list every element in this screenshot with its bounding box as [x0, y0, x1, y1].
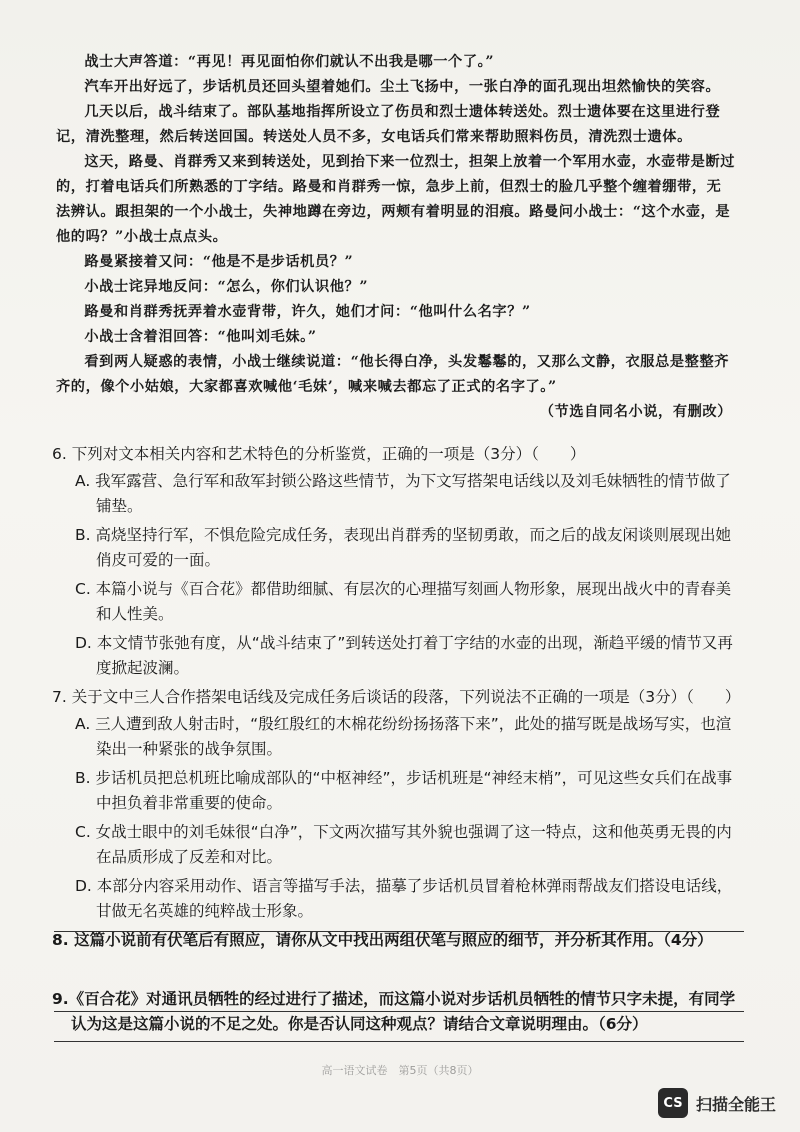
scanner-watermark [658, 1088, 776, 1118]
question-8: 8. 这篇小说前有伏笔后有照应，请你从文中找出两组伏笔与照应的细节，并分析其作用。（4分） [52, 931, 713, 949]
story-paragraph: 路曼和肖群秀抚弄着水壶背带，许久，她们才问：“他叫什么名字？” [84, 304, 531, 320]
story-excerpt [56, 50, 736, 425]
question-7 [52, 685, 742, 924]
question-6-option-a: A. 我军露营、急行军和敌军封锁公路这些情节，为下文写搭架电话线以及刘毛妹牺牲的情节做了铺垫。 [75, 472, 731, 515]
question-7-option-c: C. 女战士眼中的刘毛妹很“白净”，下文两次描写其外貌也强调了这一特点，这和他英勇无畏的内在品质形成了反差和对比。 [75, 823, 732, 866]
page-footer: 高一语文试卷 第5页（共8页） [321, 1064, 479, 1076]
story-paragraph: 路曼紧接着又问：“他是不是步话机员？” [84, 254, 354, 270]
watermark-text: 扫描全能王 [695, 1094, 776, 1114]
answer-line-q9-1[interactable] [54, 1011, 744, 1012]
question-section [52, 442, 742, 1037]
question-6-option-c: C. 本篇小说与《百合花》都借助细腻、有层次的心理描写刻画人物形象，展现出战火中的青春美和人性美。 [75, 580, 732, 623]
story-paragraph: 这天，路曼、肖群秀又来到转送处，见到抬下来一位烈士，担架上放着一个军用水壶，水壶带是断过的，打着电话兵们所熟悉的丁字结。路曼和肖群秀一惊，急步上前，但烈士的脸几乎整个缠着绷带，无法辨认。跟担架的一个小战士，失神地蹲在旁边，两颊有着明显的泪痕。路曼问小战士：“这个水壶，是他的吗？”小战士点点头。 [56, 154, 736, 245]
answer-line-q8[interactable] [54, 931, 744, 932]
question-9: 9.《百合花》对通讯员牺牲的经过进行了描述，而这篇小说对步话机员牺牲的情节只字未提，有同学认为这是这篇小说的不足之处。你是否认同这种观点？请结合文章说明理由。（6分） [52, 990, 736, 1033]
source-note: （节选自同名小说，有删改） [539, 404, 732, 420]
question-7-stem: 7. 关于文中三人合作搭架电话线及完成任务后谈话的段落，下列说法不正确的一项是（3分）（ ） [52, 688, 741, 706]
question-6 [52, 442, 742, 681]
question-7-option-d: D. 本部分内容采用动作、语言等描写手法，描摹了步话机员冒着枪林弹雨帮战友们搭设电话线，甘做无名英雄的纯粹战士形象。 [75, 877, 733, 920]
story-paragraph: 看到两人疑惑的表情，小战士继续说道：“他长得白净，头发鬈鬈的，又那么文静，衣服总是整整齐齐的，像个小姑娘，大家都喜欢喊他‘毛妹’，喊来喊去都忘了正式的名字了。” [56, 354, 730, 395]
story-paragraph: 战士大声答道：“再见！再见面怕你们就认不出我是哪一个了。” [84, 54, 495, 70]
answer-line-q9-2[interactable] [54, 1041, 744, 1042]
question-6-stem: 6. 下列对文本相关内容和艺术特色的分析鉴赏，正确的一项是（3分）（ ） [52, 445, 586, 463]
question-6-option-b: B. 高烧坚持行军，不惧危险完成任务，表现出肖群秀的坚韧勇敢，而之后的战友闲谈则展现出她俏皮可爱的一面。 [75, 526, 731, 569]
story-paragraph: 汽车开出好远了，步话机员还回头望着她们。尘土飞扬中，一张白净的面孔现出坦然愉快的笑容。 [84, 79, 721, 95]
story-paragraph: 几天以后，战斗结束了。部队基地指挥所设立了伤员和烈士遗体转送处。烈士遗体要在这里进行登记，清洗整理，然后转送回国。转送处人员不多，女电话兵们常来帮助照料伤员，清洗烈士遗体。 [56, 104, 721, 145]
question-7-option-b: B. 步话机员把总机班比喻成部队的“中枢神经”，步话机班是“神经末梢”，可见这些女兵们在战事中担负着非常重要的使命。 [75, 769, 733, 812]
story-paragraph: 小战士含着泪回答：“他叫刘毛妹。” [84, 329, 317, 345]
question-6-option-d: D. 本文情节张弛有度，从“战斗结束了”到转送处打着丁字结的水壶的出现，渐趋平缓的情节又再度掀起波澜。 [75, 634, 733, 677]
story-paragraph: 小战士诧异地反问：“怎么，你们认识他？” [84, 279, 369, 295]
question-7-option-a: A. 三人遭到敌人射击时，“殷红殷红的木棉花纷纷扬扬落下来”，此处的描写既是战场写实，也渲染出一种紧张的战争氛围。 [75, 715, 732, 758]
camscanner-logo-icon: CS [658, 1088, 688, 1118]
